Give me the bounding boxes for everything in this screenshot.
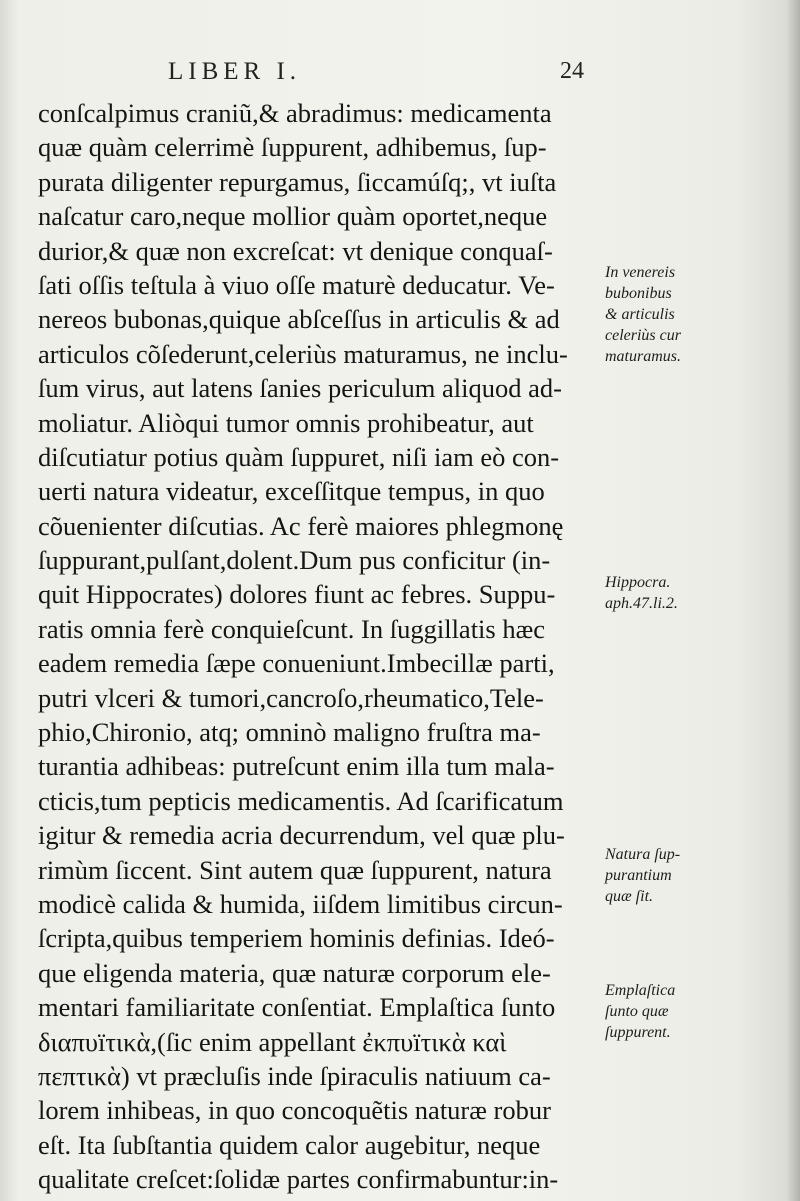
main-text-block <box>38 96 598 1197</box>
margin-note-line: ſunto quæ <box>605 1003 669 1020</box>
margin-note-emplastica <box>605 980 795 1043</box>
running-head: LIBER I. <box>168 58 302 85</box>
text-line: cõuenienter diſcutias. Ac ferè maiores phlegmonę <box>38 510 564 541</box>
text-line: putri vlceri & tumori,cancroſo,rheumatico,Tele- <box>38 682 544 713</box>
text-line: eadem remedia ſæpe conueniunt.Imbecillæ parti, <box>38 648 555 679</box>
text-line: quæ quàm celerrimè ſuppurent, adhibemus, ſup- <box>38 132 547 163</box>
margin-note-line: quæ ſit. <box>605 888 654 905</box>
text-line: rimùm ſiccent. Sint autem quæ ſuppurent, natura <box>38 854 552 885</box>
text-line: διαπυïτικὰ,(ſic enim appellant ἐκπυïτικὰ καὶ <box>38 1026 507 1057</box>
text-line: phio,Chironio, atq; omninò maligno fruſtra ma- <box>38 717 541 748</box>
text-line: ratis omnia ferè conquieſcunt. In ſuggillatis hæc <box>38 613 546 644</box>
text-line: purata diligenter repurgamus, ſiccamúſq;, vt iuſta <box>38 166 557 197</box>
text-line: πεπτικὰ) vt præcluſis inde ſpiraculis natiuum ca- <box>38 1060 551 1091</box>
text-line: eſt. Ita ſubſtantia quidem calor augebitur, neque <box>38 1129 541 1160</box>
margin-note-line: Emplaſtica <box>605 982 676 999</box>
margin-note-line: aph.47.li.2. <box>605 595 678 612</box>
text-line: diſcutiatur potius quàm ſuppuret, niſi iam eò con- <box>38 441 560 472</box>
text-line: ſum virus, aut latens ſanies periculum aliquod ad- <box>38 373 562 404</box>
page-header <box>0 58 800 92</box>
text-line: ſati oſſis teſtula à viuo oſſe maturè deducatur. Ve- <box>38 269 555 300</box>
text-line: nereos bubonas,quique abſceſſus in articulis & ad <box>38 304 560 335</box>
margin-note-line: Natura ſup- <box>605 846 681 863</box>
margin-note-line: In venereis <box>605 264 676 281</box>
margin-note-hippocra <box>605 572 795 614</box>
margin-note-line: Hippocra. <box>605 574 671 591</box>
text-line: cticis,tum pepticis medicamentis. Ad ſcarificatum <box>38 785 564 816</box>
margin-note-line: & articulis <box>605 306 675 323</box>
show-through-mark <box>700 660 780 750</box>
margin-note-natura <box>605 844 795 907</box>
text-line: ſcripta,quibus temperiem hominis definias. Ideó- <box>38 923 555 954</box>
margin-note-line: purantium <box>605 867 672 884</box>
margin-note-venereis <box>605 262 795 367</box>
text-line: qualitate creſcet:ſolidæ partes confirmabuntur:in- <box>38 1164 559 1195</box>
text-line: articulos cõſederunt,celeriùs maturamus, ne inclu- <box>38 338 568 369</box>
text-line: moliatur. Aliòqui tumor omnis prohibeatur, aut <box>38 407 534 438</box>
text-line: quit Hippocrates) dolores fiunt ac febres. Suppu- <box>38 579 556 610</box>
text-line: turantia adhibeas: putreſcunt enim illa tum mala- <box>38 751 555 782</box>
text-line: igitur & remedia acria decurrendum, vel quæ plu- <box>38 820 565 851</box>
margin-note-line: maturamus. <box>605 348 682 365</box>
page-number: 24 <box>560 58 584 84</box>
text-line: mentari familiaritate conſentiat. Emplaſtica ſunto <box>38 992 556 1023</box>
text-line: que eligenda materia, quæ naturæ corporum ele- <box>38 957 551 988</box>
margin-note-line: ſuppurent. <box>605 1024 671 1041</box>
text-line: uerti natura videatur, exceſſitque tempus, in quo <box>38 476 545 507</box>
text-line: lorem inhibeas, in quo concoquẽtis naturæ robur <box>38 1095 551 1126</box>
show-through-mark <box>700 132 780 162</box>
text-line: modicè calida & humida, iiſdem limitibus circun- <box>38 888 563 919</box>
margin-note-line: bubonibus <box>605 285 672 302</box>
text-line: ſuppurant,pulſant,dolent.Dum pus conficitur (in- <box>38 545 551 576</box>
text-line: conſcalpimus craniũ,& abradimus: medicamenta <box>38 98 552 128</box>
margin-note-line: celeriùs cur <box>605 327 681 344</box>
text-line: naſcatur caro,neque mollior quàm oportet,neque <box>38 201 548 232</box>
text-line: durior,& quæ non excreſcat: vt denique conquaſ- <box>38 235 553 266</box>
